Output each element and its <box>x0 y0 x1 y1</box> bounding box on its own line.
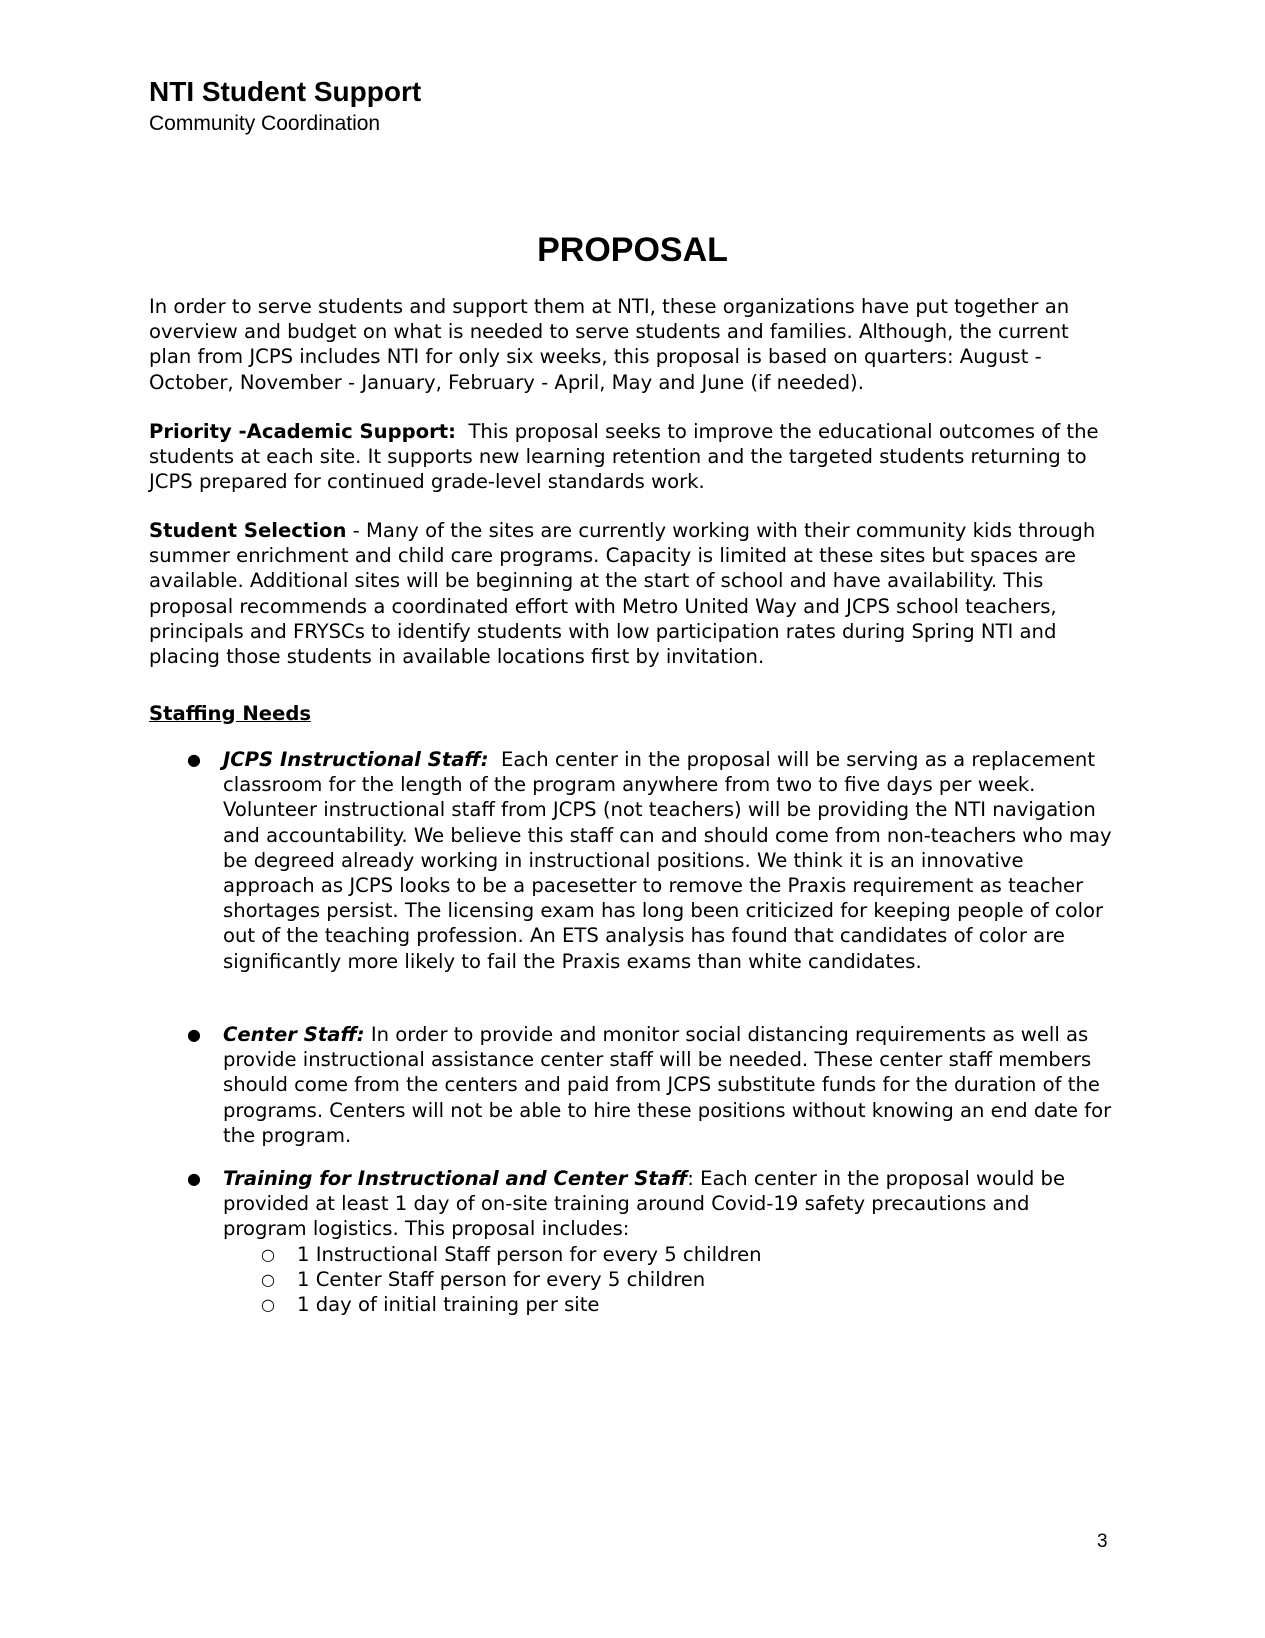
hollow-bullet-icon: ○ <box>261 1295 275 1315</box>
center-staff-label: Center Staff: <box>223 1023 365 1046</box>
bullet-icon: ● <box>187 1025 201 1044</box>
list-item <box>149 1166 1117 1317</box>
hollow-bullet-icon: ○ <box>261 1269 275 1289</box>
document-title: NTI Student Support <box>149 76 422 107</box>
staffing-list-item-2 <box>149 1022 1117 1148</box>
staffing-needs-heading: Staffing Needs <box>149 702 312 725</box>
training-sublist <box>223 1242 1117 1318</box>
sub-item-text: 1 day of initial training per site <box>297 1293 600 1317</box>
jcps-instructional-staff-label: JCPS Instructional Staff: <box>223 748 489 771</box>
bullet-icon: ● <box>187 1169 201 1188</box>
list-item <box>149 1022 1117 1148</box>
proposal-heading: PROPOSAL <box>537 231 728 269</box>
sub-list-item <box>223 1267 1117 1292</box>
training-text: : Each center in the proposal would be provided at least 1 day of on-site training around Covid-19 safety precautions and program logistics. This proposal includes: <box>223 1167 1066 1241</box>
sub-list-item <box>223 1242 1117 1267</box>
priority-paragraph <box>149 419 1117 495</box>
student-selection-label: Student Selection <box>149 519 347 542</box>
student-selection-paragraph <box>149 518 1117 669</box>
training-label: Training for Instructional and Center Staff <box>223 1167 688 1190</box>
document-header <box>149 74 421 138</box>
sub-item-text: 1 Center Staff person for every 5 children <box>297 1267 706 1291</box>
document-subtitle: Community Coordination <box>149 112 381 135</box>
sub-list-item <box>223 1292 1117 1317</box>
sub-item-text: 1 Instructional Staff person for every 5 children <box>297 1242 762 1266</box>
student-selection-text: - Many of the sites are currently working with their community kids through summer enrichment and child care programs. Capacity is limited at these sites but spaces are available. Additional sites will be beginning at the start of school and have availability. This proposal recommends a coordinated effort with Metro United Way and JCPS school teachers, principals and FRYSCs to identify students with low participation rates during Spring NTI and placing those students in available locations first by invitation. <box>149 519 1096 669</box>
priority-label: Priority -Academic Support: <box>149 420 456 443</box>
staffing-list-item-1 <box>149 747 1117 974</box>
bullet-icon: ● <box>187 750 201 769</box>
intro-paragraph: In order to serve students and support them at NTI, these organizations have put together an overview and budget on what is needed to serve students and families. Although, the current plan from JCPS includes NTI for only six weeks, this proposal is based on quarters: August - October, November - January, February - April, May and June (if needed). <box>149 295 1070 394</box>
page-number: 3 <box>1097 1531 1108 1552</box>
center-staff-text: In order to provide and monitor social distancing requirements as well as provide instructional assistance center staff will be needed. These center staff members should come from the centers and paid from JCPS substitute funds for the duration of the programs. Centers will not be able to hire these positions without knowing an end date for the program. <box>223 1023 1112 1147</box>
list-item <box>149 747 1117 974</box>
staffing-list-item-3 <box>149 1166 1117 1317</box>
priority-text: This proposal seeks to improve the educational outcomes of the students at each site. It supports new learning retention and the targeted students returning to JCPS prepared for continued grade-level standards work. <box>149 420 1099 494</box>
hollow-bullet-icon: ○ <box>261 1244 275 1264</box>
jcps-instructional-staff-text: Each center in the proposal will be serving as a replacement classroom for the length of the program anywhere from two to five days per week. Volunteer instructional staff from JCPS (not teachers) will be providing the NTI navigation and accountability. We believe this staff can and should come from non-teachers who may be degreed already working in instructional positions. We think it is an innovative approach as JCPS looks to be a pacesetter to remove the Praxis requirement as teacher shortages persist. The licensing exam has long been criticized for keeping people of color out of the teaching profession. An ETS analysis has found that candidates of color are significantly more likely to fail the Praxis exams than white candidates. <box>223 748 1112 973</box>
